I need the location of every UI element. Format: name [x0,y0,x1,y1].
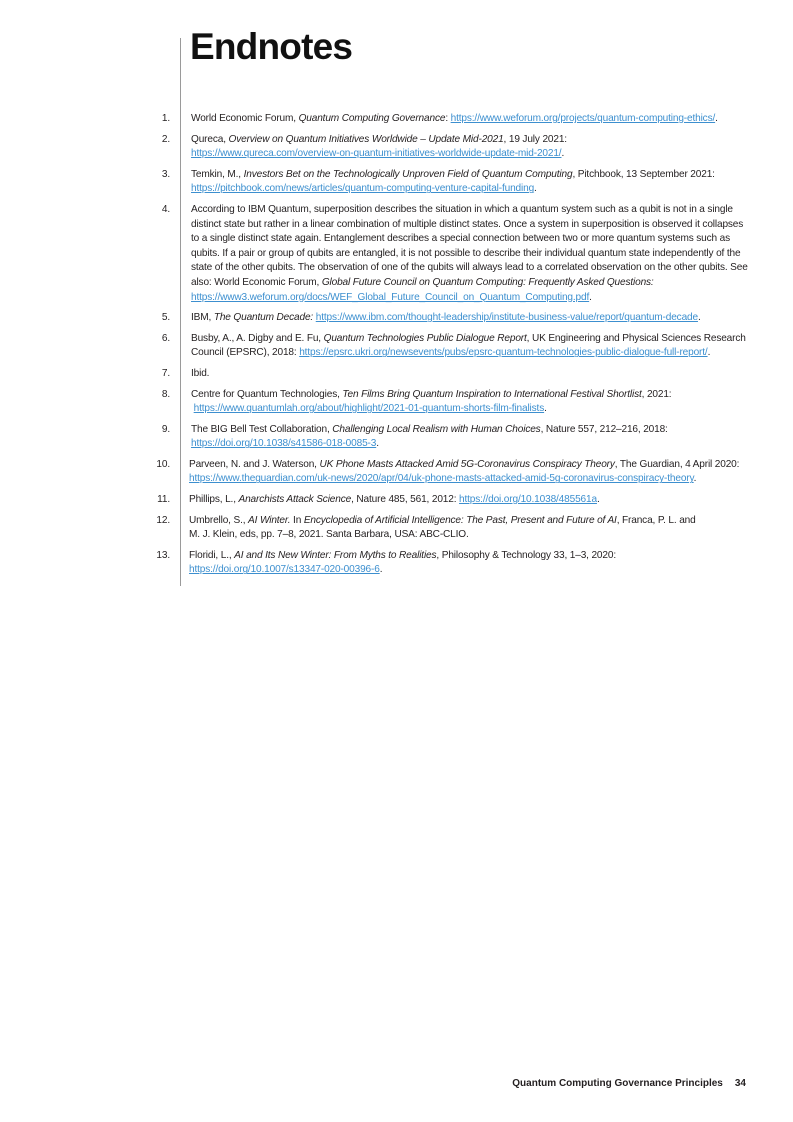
endnote-link[interactable]: https://pitchbook.com/news/articles/quantum-computing-venture-capital-funding [191,183,535,195]
endnote-link[interactable]: https://epsrc.ukri.org/newsevents/pubs/epsrc-quantum-technologies-public-dialogue-full-report/ [299,347,708,359]
endnote-13: 13. Floridi, L., AI and Its New Winter: From Myths to Realities, Philosophy & Technology 33, 1–3, 2020: https://doi.org/10.1007/s13347-020-00396-6. [156,549,616,576]
page-title: Endnotes [190,26,353,67]
endnote-link[interactable]: https://www.theguardian.com/uk-news/2020/apr/04/uk-phone-masts-attacked-amid-5g-coronavirus-conspiracy-theory [189,473,694,485]
endnote-1: 1. World Economic Forum, Quantum Computing Governance: https://www.weforum.org/projects/quantum-computing-ethics/. [161,113,718,124]
endnote-2: 2. Qureca, Overview on Quantum Initiatives Worldwide – Update Mid-2021, 19 July 2021: https://www.qureca.com/overview-on-quantum-initiatives-worldwide-update-mid-2021/. [161,133,567,160]
endnotes-list [0,112,793,584]
footer-title: Quantum Computing Governance Principles [512,1078,723,1089]
endnote-5: 5. IBM, The Quantum Decade: https://www.ibm.com/thought-leadership/institute-business-value/report/quantum-decade. [161,312,701,324]
page-footer [512,1078,746,1089]
endnote-link[interactable]: https://doi.org/10.1038/s41586-018-0085-3 [191,438,377,450]
endnote-6: 6. Busby, A., A. Digby and E. Fu, Quantum Technologies Public Dialogue Report, UK Engineering and Physical Sciences Research Council (EPSRC), 2018: https://epsrc.ukri.org/newsevents/pubs/epsrc-quantum-technologies-public-dialogue-full-report/. [161,332,746,359]
endnote-4: 4. According to IBM Quantum, superposition describes the situation in which a quantum system such as a qubit is not in a single distinct state but rather in a linear combination of multiple distinct states. Once a system in superposition is observed it collapses to a single distinct state again. Entanglement describes a special connection between two or more quantum systems such as qubits. If a pair or group of qubits are entangled, it is not possible to describe their individual quantum state independently of the state of the other qubits. The observation of one of the qubits will always lead to a correlated observation on the other qubits. See also: World Economic Forum, Global Future Council on Quantum Computing: Frequently Asked Questions: https://www3.weforum.org/docs/WEF_Global_Future_Council_on_Quantum_Computing.pdf. [161,203,748,303]
endnote-10: 10. Parveen, N. and J. Waterson, UK Phone Masts Attacked Amid 5G-Coronavirus Conspiracy Theory, The Guardian, 4 April 2020: https://www.theguardian.com/uk-news/2020/apr/04/uk-phone-masts-attacked-amid-5g-coronavirus-conspiracy-theory. [156,458,740,485]
endnote-7: 7. Ibid. [161,367,210,379]
endnote-link[interactable]: https://www.quantumlah.org/about/highlight/2021-01-quantum-shorts-film-finalists [193,403,545,415]
page-number: 34 [734,1078,746,1089]
endnote-12: 12. Umbrello, S., AI Winter. In Encyclopedia of Artificial Intelligence: The Past, Present and Future of AI, Franca, P. L. and M. J. Klein, eds, pp. 7–8, 2021. Santa Barbara, USA: ABC-CLIO. [156,514,696,541]
endnote-9: 9. The BIG Bell Test Collaboration, Challenging Local Realism with Human Choices, Nature 557, 212–216, 2018: https://doi.org/10.1038/s41586-018-0085-3. [161,423,668,450]
endnote-3: 3. Temkin, M., Investors Bet on the Technologically Unproven Field of Quantum Computing, Pitchbook, 13 September 2021: https://pitchbook.com/news/articles/quantum-computing-venture-capital-funding. [161,168,715,195]
endnote-link[interactable]: https://doi.org/10.1007/s13347-020-00396-6 [189,564,380,576]
endnote-link[interactable]: https://doi.org/10.1038/485561a [459,494,597,506]
endnote-link[interactable]: https://www.ibm.com/thought-leadership/institute-business-value/report/quantum-decade [315,312,698,324]
endnote-11: 11. Phillips, L., Anarchists Attack Science, Nature 485, 561, 2012: https://doi.org/10.1038/485561a. [157,494,600,506]
endnote-link[interactable]: https://www3.weforum.org/docs/WEF_Global_Future_Council_on_Quantum_Computing.pdf [191,291,590,303]
endnote-link[interactable]: https://www.weforum.org/projects/quantum-computing-ethics/ [450,113,716,124]
endnote-link[interactable]: https://www.qureca.com/overview-on-quantum-initiatives-worldwide-update-mid-2021/ [191,148,562,160]
endnote-8: 8. Centre for Quantum Technologies, Ten Films Bring Quantum Inspiration to International Festival Shortlist, 2021: https://www.quantumlah.org/about/highlight/2021-01-quantum-shorts-film-finalists. [161,388,672,415]
